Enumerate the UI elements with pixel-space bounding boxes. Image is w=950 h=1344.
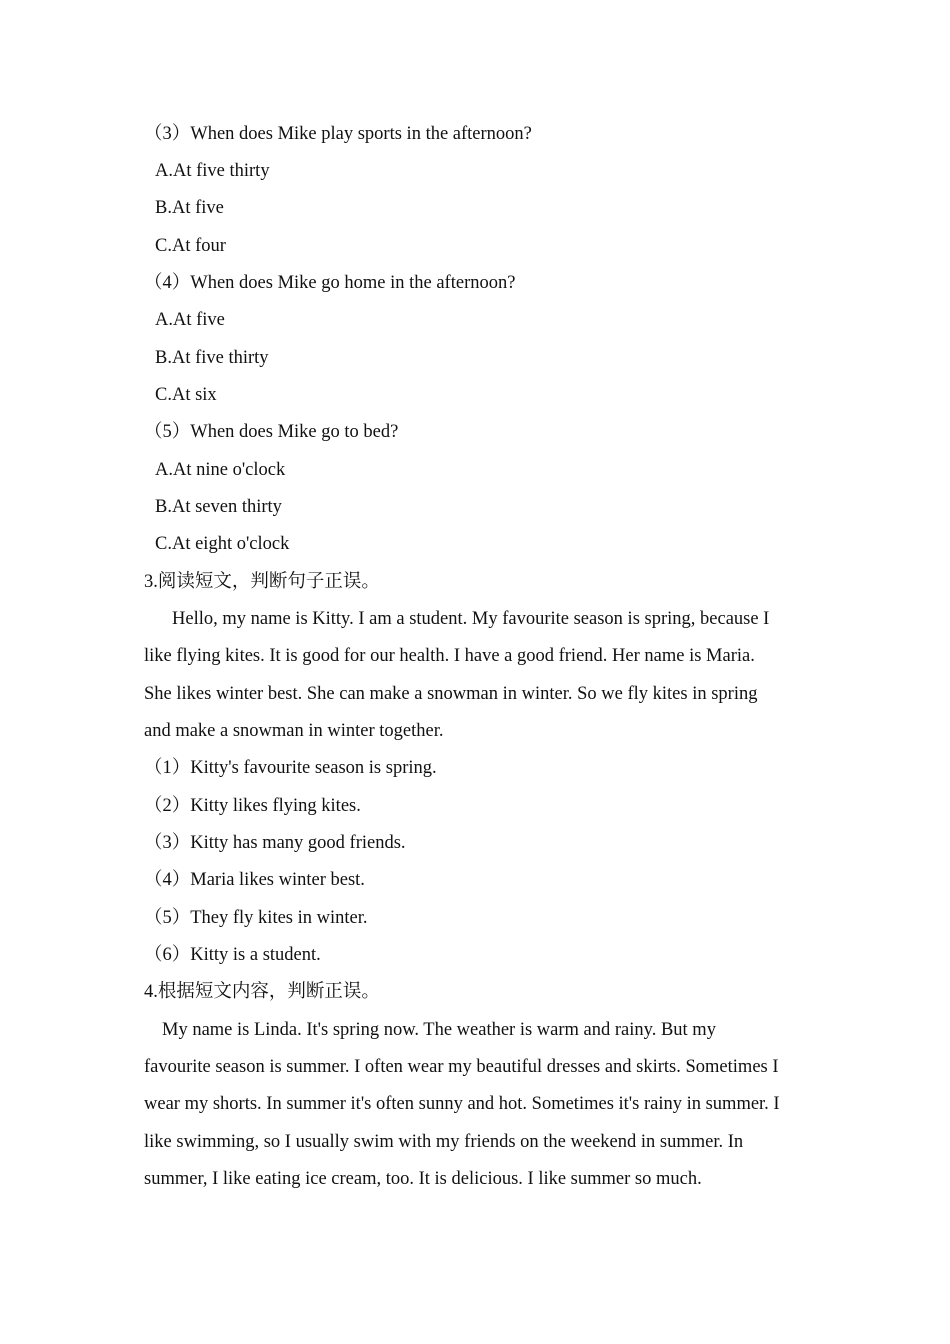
q5-option-a: A.At nine o'clock [155,460,286,480]
q4-option-c: C.At six [155,385,217,405]
section-3-statement-5: （5）They fly kites in winter. [144,908,368,928]
q3-option-a: A.At five thirty [155,161,270,181]
section-3-passage-line: like flying kites. It is good for our health. I have a good friend. Her name is Maria. [144,646,755,666]
section-3-passage-line: She likes winter best. She can make a snowman in winter. So we fly kites in spring [144,684,758,704]
section-4-passage-line: wear my shorts. In summer it's often sunny and hot. Sometimes it's rainy in summer. I [144,1094,780,1114]
q4-option-b: B.At five thirty [155,348,269,368]
section-3-statement-2: （2）Kitty likes flying kites. [144,796,361,816]
question-4: （4）When does Mike go home in the afternoon? [144,273,516,293]
q4-option-a: A.At five [155,310,225,330]
q5-option-b: B.At seven thirty [155,497,282,517]
section-3-passage-line: Hello, my name is Kitty. I am a student. My favourite season is spring, because I [172,609,770,629]
question-5: （5）When does Mike go to bed? [144,422,399,442]
question-3: （3）When does Mike play sports in the afternoon? [144,124,532,144]
q3-option-b: B.At five [155,198,224,218]
section-4-passage-line: favourite season is summer. I often wear my beautiful dresses and skirts. Sometimes I [144,1057,779,1077]
section-3-passage-line: and make a snowman in winter together. [144,721,444,741]
section-3-heading: 3.阅读短文，判断句子正误。 [144,572,380,592]
section-3-statement-6: （6）Kitty is a student. [144,945,321,965]
section-4-passage-line: like swimming, so I usually swim with my friends on the weekend in summer. In [144,1132,744,1152]
section-4-passage-line: My name is Linda. It's spring now. The weather is warm and rainy. But my [162,1020,716,1040]
q5-option-c: C.At eight o'clock [155,534,290,554]
section-4-passage-line: summer, I like eating ice cream, too. It is delicious. I like summer so much. [144,1169,702,1189]
section-3-statement-4: （4）Maria likes winter best. [144,870,365,890]
section-4-heading: 4.根据短文内容，判断正误。 [144,982,380,1002]
q3-option-c: C.At four [155,236,226,256]
section-3-statement-1: （1）Kitty's favourite season is spring. [144,758,437,778]
section-3-statement-3: （3）Kitty has many good friends. [144,833,406,853]
